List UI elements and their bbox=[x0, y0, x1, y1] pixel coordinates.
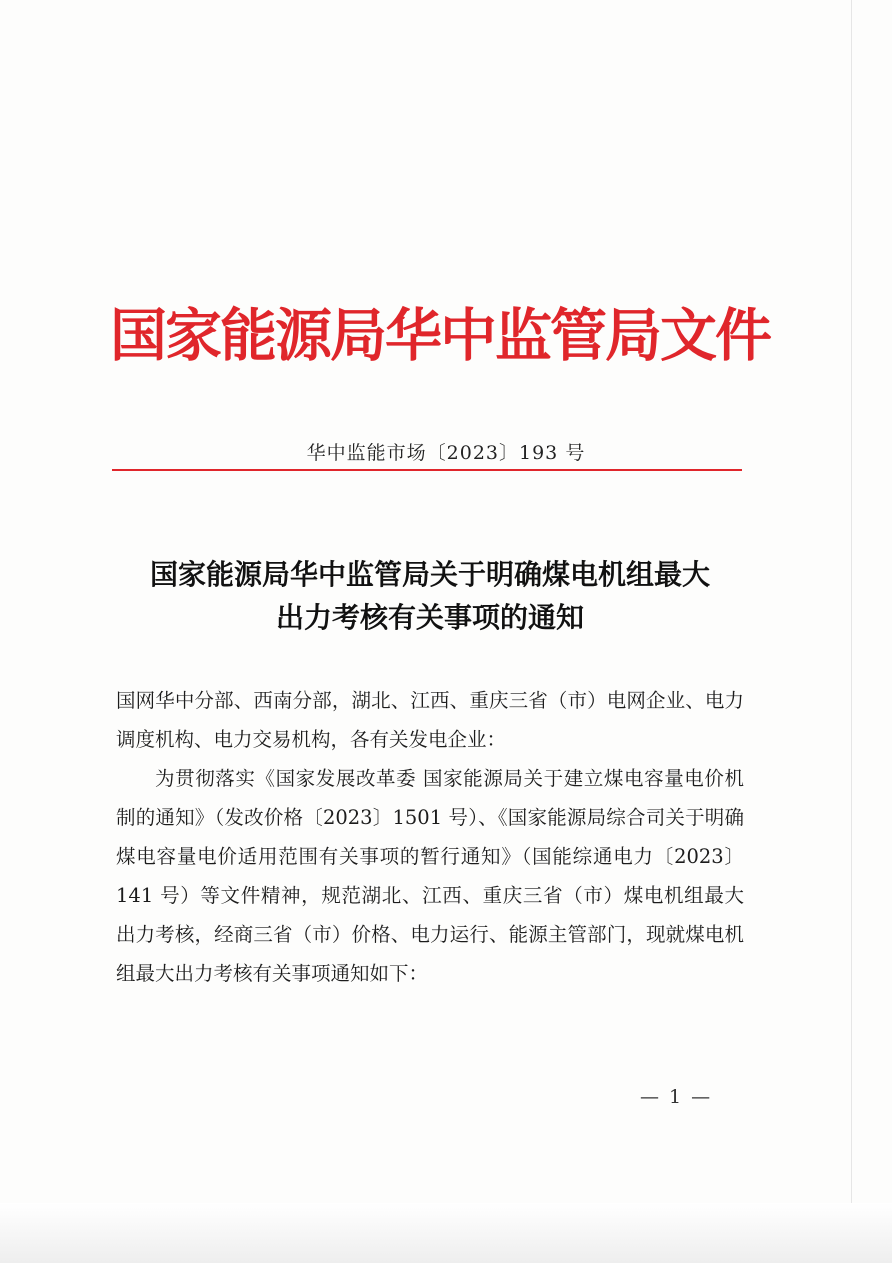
scan-edge bbox=[851, 0, 852, 1208]
salutation: 国网华中分部、西南分部，湖北、江西、重庆三省（市）电网企业、电力调度机构、电力交易机构，各有关发电企业： bbox=[116, 689, 744, 751]
scan-bottom-shade bbox=[0, 1203, 892, 1263]
document-number: 华中监能市场〔2023〕193 号 bbox=[306, 442, 586, 464]
page-number: — 1 — bbox=[640, 1086, 713, 1108]
red-divider-line bbox=[112, 469, 742, 471]
title-line-1: 国家能源局华中监管局关于明确煤电机组最大 bbox=[149, 558, 710, 591]
title-line-2: 出力考核有关事项的通知 bbox=[275, 601, 584, 634]
document-title bbox=[100, 553, 760, 639]
body-paragraph-1: 为贯彻落实《国家发展改革委 国家能源局关于建立煤电容量电价机制的通知》（发改价格〔2023〕1501 号）、《国家能源局综合司关于明确煤电容量电价适用范围有关事项的暂行通知》（国能综通电力〔2023〕141 号）等文件精神，规范湖北、江西、重庆三省（市）煤电机组最大出力考核，经商三省（市）价格、电力运行、能源主管部门，现就煤电机组最大出力考核有关事项通知如下： bbox=[116, 767, 744, 985]
document-body bbox=[116, 681, 744, 993]
letterhead-title: 国家能源局华中监管局文件 bbox=[110, 303, 770, 369]
